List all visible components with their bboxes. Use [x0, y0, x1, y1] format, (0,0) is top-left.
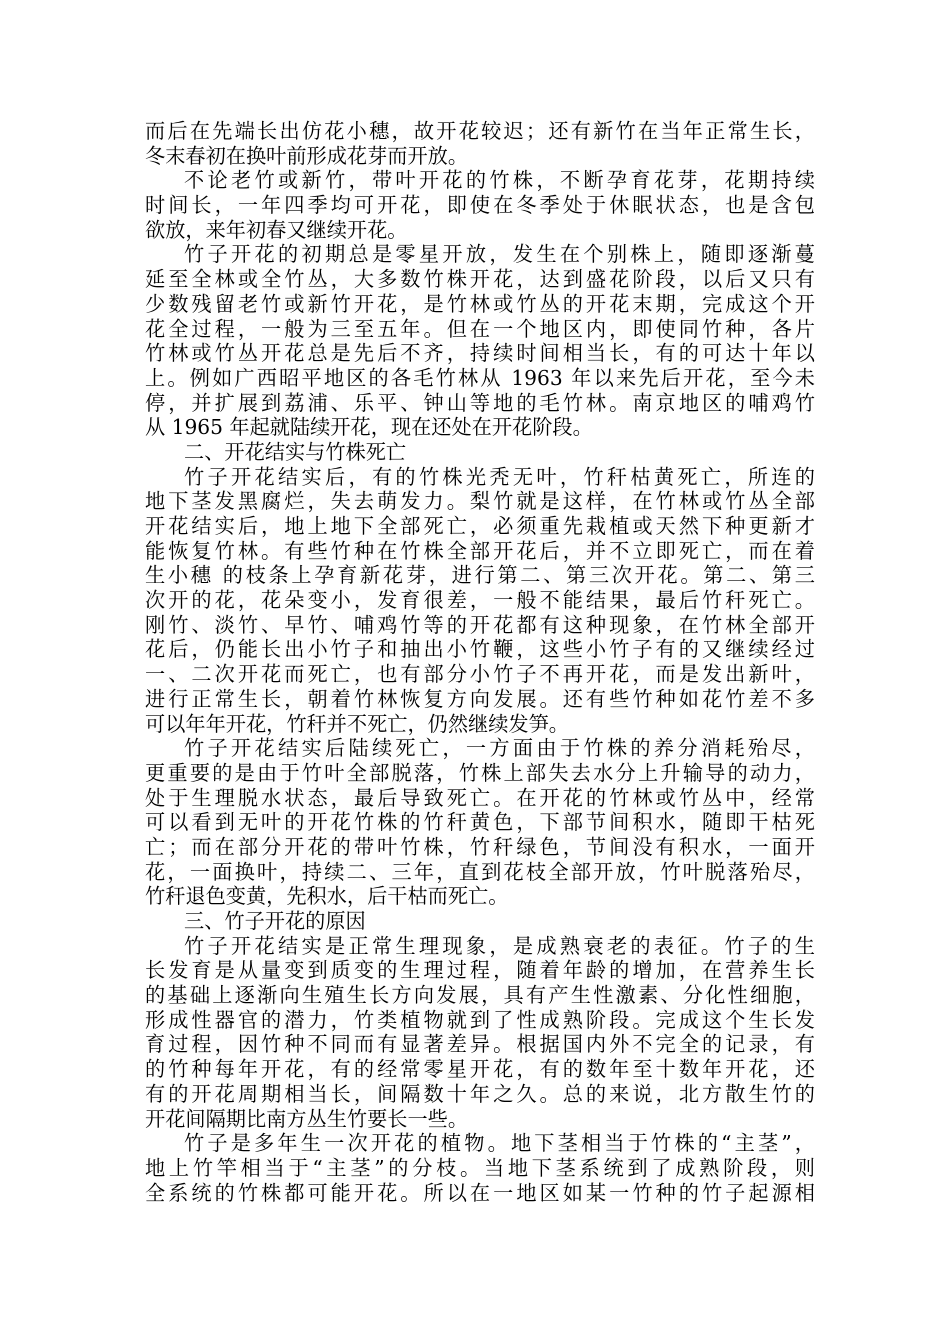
text-line: 竹秆退色变黄，先积水，后干枯而死亡。: [145, 884, 509, 909]
text-line: 一、二次开花而死亡，也有部分小竹子不再开花，而是发出新叶，: [145, 662, 815, 687]
body-text: [145, 119, 815, 1205]
text-line: 欲放，来年初春又继续开花。: [145, 217, 408, 242]
text-line: 次开的花，花朵变小，发育很差，一般不能结果，最后竹秆死亡。: [145, 588, 815, 613]
text-line: 亡；而在部分开花的带叶竹株，竹秆绿色，节间没有积水，一面开: [145, 834, 815, 859]
text-line: 全系统的竹株都可能开花。所以在一地区如某一竹种的竹子起源相: [145, 1180, 815, 1205]
text-line: 更重要的是由于竹叶全部脱落，竹株上部失去水分上升输导的动力，: [145, 760, 815, 785]
text-line: 的竹种每年开花，有的经常零星开花，有的数年至十数年开花，还: [145, 1057, 815, 1082]
text-line: 而后在先端长出仿花小穗，故开花较迟；还有新竹在当年正常生长，: [145, 119, 815, 143]
paragraph-first-line: 竹子开花结实是正常生理现象，是成熟衰老的表征。竹子的生: [184, 933, 815, 958]
text-line: 的基础上逐渐向生殖生长方向发展，具有产生性激素、分化性细胞，: [145, 983, 815, 1008]
text-line: 竹林或竹丛开花总是先后不齐，持续时间相当长，有的可达十年以: [145, 341, 815, 366]
text-line: 有的开花周期相当长，间隔数十年之久。总的来说，北方散生竹的: [145, 1081, 815, 1106]
text-line: 可以看到无叶的开花竹株的竹秆黄色，下部节间积水，随即干枯死: [145, 810, 815, 835]
text-line: 上。例如广西昭平地区的各毛竹林从 1963 年以来先后开花，至今未: [145, 365, 815, 390]
text-line: 开花结实后，地上地下全部死亡，必须重先栽植或天然下种更新才: [145, 514, 815, 538]
text-line: 长发育是从量变到质变的生理过程，随着年龄的增加，在营养生长: [145, 958, 815, 983]
text-line: 处于生理脱水状态，最后导致死亡。在开花的竹林或竹丛中，经常: [145, 785, 815, 810]
text-line: 花，一面换叶，持续二、三年，直到花枝全部开放，竹叶脱落殆尽，: [145, 859, 815, 884]
text-line: 冬末春初在换叶前形成花芽而开放。: [145, 143, 469, 168]
text-line: 刚竹、淡竹、早竹、哺鸡竹等的开花都有这种现象，在竹林全部开: [145, 612, 815, 637]
text-line: 进行正常生长，朝着竹林恢复方向发展。还有些竹种如花竹差不多: [145, 686, 815, 711]
paragraph-first-line: 竹子是多年生一次开花的植物。地下茎相当于竹株的“主茎”，: [184, 1131, 815, 1156]
paragraph-first-line: 竹子开花的初期总是零星开放，发生在个别株上，随即逐渐蔓: [184, 242, 815, 267]
text-line: 能恢复竹林。有些竹种在竹株全部开花后，并不立即死亡，而在着: [145, 538, 815, 563]
text-line: 地上竹竿相当于“主茎”的分枝。当地下茎系统到了成熟阶段，则: [145, 1155, 815, 1180]
text-line: 停，并扩展到荔浦、乐平、钟山等地的毛竹林。南京地区的哺鸡竹: [145, 390, 815, 415]
text-line: 少数残留老竹或新竹开花，是竹林或竹丛的开花末期，完成这个开: [145, 291, 815, 316]
text-line: 可以年年开花，竹秆并不死亡，仍然继续发笋。: [145, 711, 569, 736]
paragraph-first-line: 不论老竹或新竹，带叶开花的竹株，不断孕育花芽，花期持续: [184, 168, 815, 193]
paragraph-first-line: 竹子开花结实后，有的竹株光秃无叶，竹秆枯黄死亡，所连的: [184, 464, 815, 489]
text-line: 延至全林或全竹丛，大多数竹株开花，达到盛花阶段，以后又只有: [145, 267, 815, 292]
text-line: 形成性器官的潜力，竹类植物就到了性成熟阶段。完成这个生长发: [145, 1007, 815, 1032]
text-line: 花后，仍能长出小竹子和抽出小竹鞭，这些小竹子有的又继续经过: [145, 637, 815, 662]
text-line: 开花间隔期比南方丛生竹要长一些。: [145, 1106, 469, 1131]
paragraph-first-line: 竹子开花结实后陆续死亡，一方面由于竹株的养分消耗殆尽，: [184, 736, 815, 761]
text-line: 从 1965 年起就陆续开花，现在还处在开花阶段。: [145, 415, 593, 440]
text-line: 花全过程，一般为三至五年。但在一个地区内，即使同竹种，各片: [145, 316, 815, 341]
paragraph-first-line: 三、竹子开花的原因: [184, 909, 366, 933]
text-line: 地下茎发黑腐烂，失去萌发力。梨竹就是这样，在竹林或竹丛全部: [145, 489, 815, 514]
text-line: 育过程，因竹种不同而有显著差异。根据国内外不完全的记录，有: [145, 1032, 815, 1057]
paragraph-first-line: 二、开花结实与竹株死亡: [184, 439, 407, 464]
text-line: 时间长，一年四季均可开花，即使在冬季处于休眠状态，也是含包: [145, 193, 815, 218]
text-line: 生小穗 的枝条上孕育新花芽，进行第二、第三次开花。第二、第三: [145, 563, 815, 588]
